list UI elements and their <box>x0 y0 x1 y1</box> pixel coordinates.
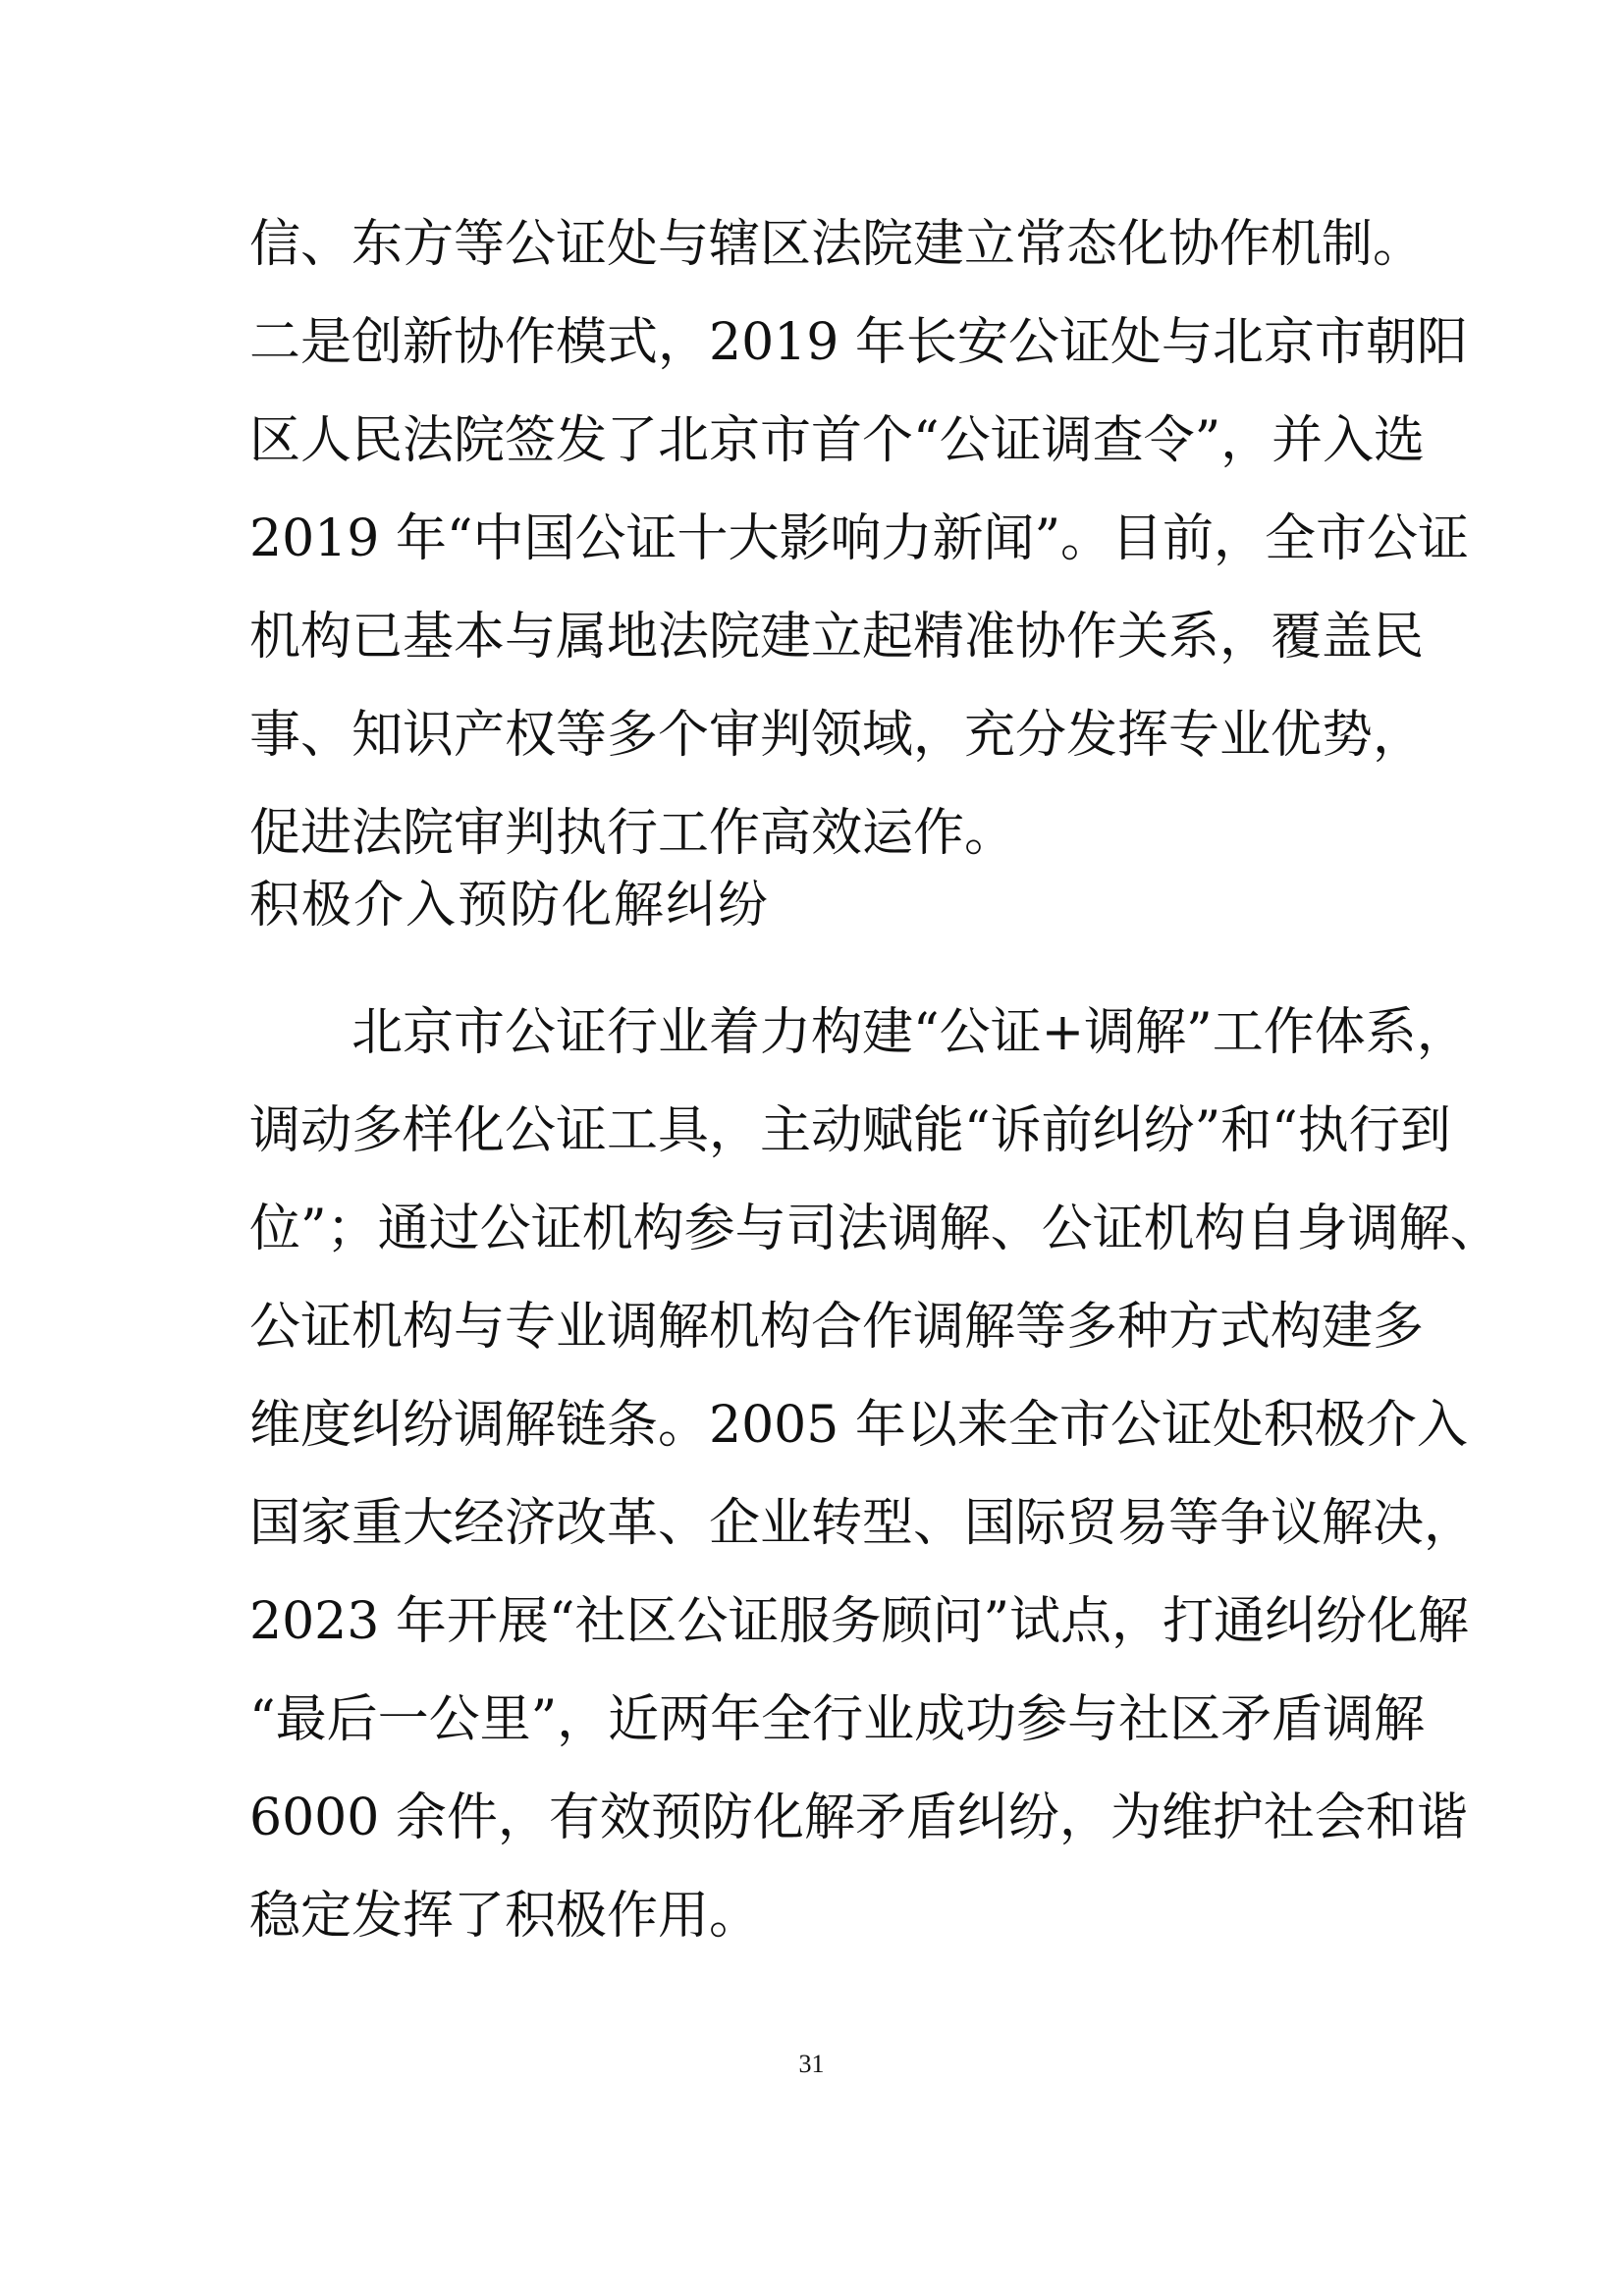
text-line: 公证机构与专业调解机构合作调解等多种方式构建多 <box>249 1298 1425 1357</box>
text-line: 二是创新协作模式，2019 年长安公证处与北京市朝阳 <box>249 313 1468 372</box>
text-line: “最后一公里”，近两年全行业成功参与社区矛盾调解 <box>249 1690 1426 1749</box>
text-line: 2019 年“中国公证十大影响力新闻”。目前，全市公证 <box>249 509 1470 568</box>
text-line: 2023 年开展“社区公证服务顾问”试点，打通纠纷化解 <box>249 1592 1470 1651</box>
text-line: 稳定发挥了积极作用。 <box>249 1887 761 1946</box>
section-heading: 积极介入预防化解纠纷 <box>249 877 771 934</box>
text-line: 促进法院审判执行工作高效运作。 <box>249 804 1016 863</box>
text-line: 机构已基本与属地法院建立起精准协作关系，覆盖民 <box>249 608 1425 667</box>
text-line: 位”；通过公证机构参与司法调解、公证机构自身调解、 <box>249 1200 1501 1258</box>
text-line: 区人民法院签发了北京市首个“公证调查令”，并入选 <box>249 411 1426 470</box>
text-line: 事、知识产权等多个审判领域，充分发挥专业优势， <box>249 706 1425 765</box>
text-line: 调动多样化公证工具，主动赋能“诉前纠纷”和“执行到 <box>249 1101 1451 1160</box>
text-line: 维度纠纷调解链条。2005 年以来全市公证处积极介入 <box>249 1396 1468 1455</box>
paragraph-mediation <box>249 984 1501 1965</box>
text-line: 6000 余件，有效预防化解矛盾纠纷，为维护社会和谐 <box>249 1789 1468 1847</box>
page-number: 31 <box>798 2050 825 2078</box>
text-line: 北京市公证行业着力构建“公证+调解”工作体系， <box>352 1003 1468 1062</box>
paragraph-continued <box>249 195 1470 882</box>
text-line: 国家重大经济改革、企业转型、国际贸易等争议解决， <box>249 1494 1476 1553</box>
text-line: 信、东方等公证处与辖区法院建立常态化协作机制。 <box>249 215 1425 274</box>
